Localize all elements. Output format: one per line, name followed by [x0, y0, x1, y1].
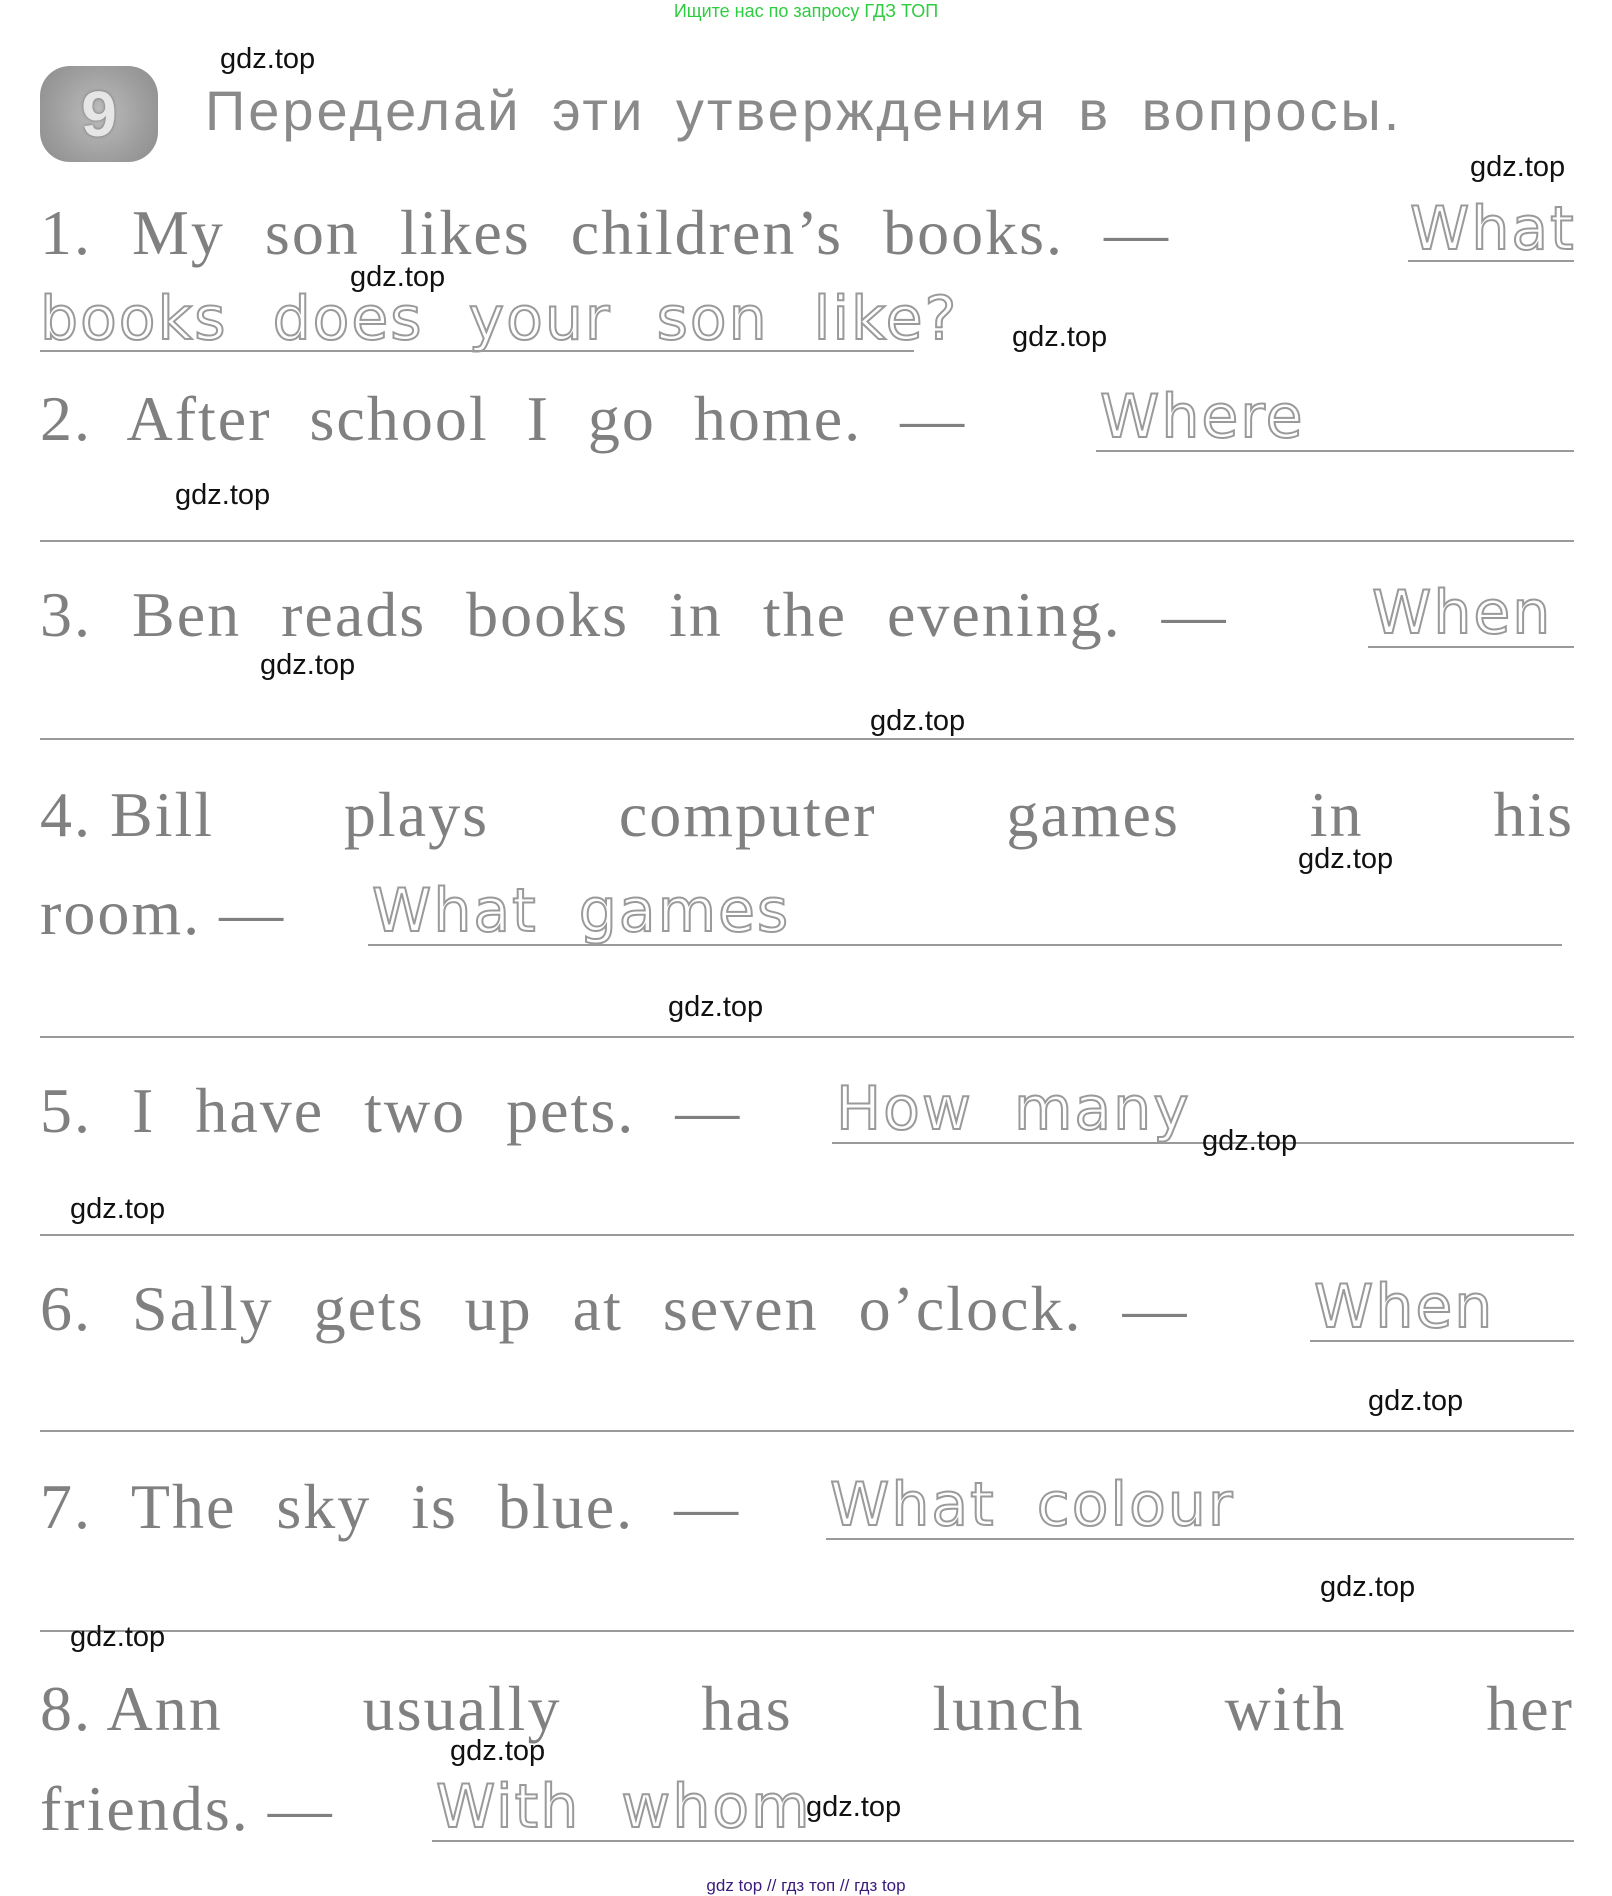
watermark: gdz.top — [220, 43, 316, 75]
item-4-word: plays — [343, 779, 489, 850]
item-3-sentence: 3. Ben reads books in the evening. — — [40, 579, 1228, 650]
item-7-sentence: 7. The sky is blue. — — [40, 1471, 741, 1542]
watermark: gdz.top — [1320, 1571, 1416, 1603]
exercise-instruction: Переделай эти утверждения в вопросы. — [205, 79, 1403, 142]
item-6-answer-line — [1310, 1340, 1574, 1342]
item-4-answer-line-2 — [40, 1036, 1574, 1038]
item-6-sentence: 6. Sally gets up at seven o’clock. — — [40, 1273, 1189, 1344]
item-7-answer-line-2 — [40, 1630, 1574, 1632]
item-6-answer-line-2 — [40, 1430, 1574, 1432]
item-8-sentence-continuation: friends. — — [40, 1773, 334, 1844]
item-4-answer: What games — [372, 876, 791, 946]
item-4-sentence — [40, 778, 1574, 852]
watermark: gdz.top — [350, 261, 446, 293]
watermark: gdz.top — [70, 1621, 166, 1653]
footer-banner: gdz top // гдз топ // гдз top — [706, 1876, 906, 1895]
item-8-answer-line — [432, 1840, 1574, 1842]
item-4-sentence-continuation: room. — — [40, 877, 286, 948]
watermark: gdz.top — [1470, 151, 1566, 183]
item-8-word: lunch — [932, 1673, 1085, 1744]
item-4-answer-line — [368, 944, 1562, 946]
item-8-word: with — [1224, 1673, 1347, 1744]
item-6-answer: When — [1314, 1272, 1495, 1342]
watermark: gdz.top — [1012, 321, 1108, 353]
item-3-answer-line — [1368, 646, 1574, 648]
watermark: gdz.top — [1368, 1385, 1464, 1417]
item-2-answer: Where — [1100, 382, 1305, 452]
item-8-answer: With whom — [436, 1772, 812, 1842]
item-8-word: 8. Ann — [40, 1673, 223, 1744]
item-8-sentence — [40, 1672, 1574, 1746]
watermark: gdz.top — [806, 1791, 902, 1823]
item-4-word: computer — [618, 779, 877, 850]
item-3-answer-line-2 — [40, 738, 1574, 740]
watermark: gdz.top — [175, 479, 271, 511]
watermark: gdz.top — [70, 1193, 166, 1225]
item-4-word: in — [1309, 779, 1364, 850]
watermark: gdz.top — [450, 1735, 546, 1767]
exercise-number-badge — [40, 66, 158, 162]
item-2-answer-line-2 — [40, 540, 1574, 542]
watermark: gdz.top — [870, 705, 966, 737]
item-4-word: games — [1006, 779, 1180, 850]
item-8-word: usually — [362, 1673, 562, 1744]
item-1-answer: What — [1410, 194, 1576, 264]
item-1-answer-line-2 — [40, 350, 914, 352]
item-5-sentence: 5. I have two pets. — — [40, 1075, 742, 1146]
item-5-answer-line-2 — [40, 1234, 1574, 1236]
item-1-answer-continuation: books does your son like? — [40, 284, 959, 354]
item-8-word: has — [701, 1673, 793, 1744]
item-2-answer-line — [1096, 450, 1574, 452]
item-7-answer-line — [826, 1538, 1574, 1540]
item-3-answer: When — [1372, 578, 1553, 648]
item-5-answer: How many — [836, 1074, 1191, 1144]
item-7-answer: What colour — [830, 1470, 1235, 1540]
item-4-word: his — [1493, 779, 1574, 850]
item-8-word: her — [1486, 1673, 1574, 1744]
search-banner: Ищите нас по запросу ГДЗ ТОП — [673, 1, 939, 21]
item-4-word: 4. Bill — [40, 779, 215, 850]
watermark: gdz.top — [1202, 1125, 1298, 1157]
exercise-number: 9 — [81, 78, 117, 150]
watermark: gdz.top — [260, 649, 356, 681]
item-2-sentence: 2. After school I go home. — — [40, 383, 967, 454]
item-1-sentence: 1. My son likes children’s books. — — [40, 197, 1170, 268]
watermark: gdz.top — [668, 991, 764, 1023]
watermark: gdz.top — [1298, 843, 1394, 875]
